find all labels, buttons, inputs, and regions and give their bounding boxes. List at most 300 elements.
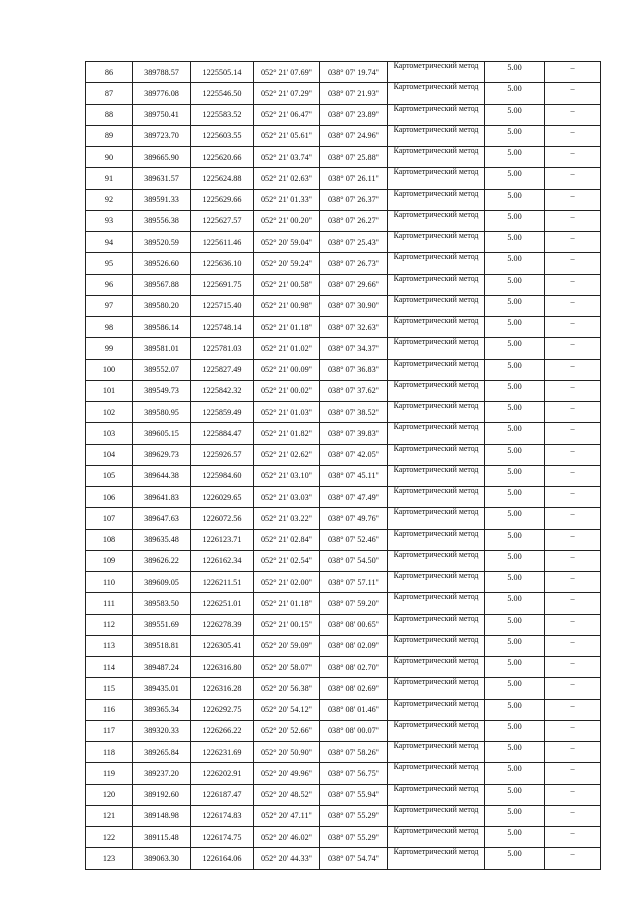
x-coordinate-cell: 389365.34 (133, 699, 191, 720)
table-row (86, 742, 601, 763)
accuracy-cell: 5.00 (485, 614, 545, 635)
x-coordinate-cell: 389580.20 (133, 295, 191, 316)
method-cell: Картометрический метод (388, 295, 485, 316)
point-number-cell: 96 (86, 274, 133, 295)
method-cell: Картометрический метод (388, 62, 485, 83)
x-coordinate-cell: 389788.57 (133, 62, 191, 83)
y-coordinate-cell: 1226162.34 (191, 550, 254, 571)
point-number-cell: 104 (86, 444, 133, 465)
method-cell: Картометрический метод (388, 657, 485, 678)
point-number-cell: 100 (86, 359, 133, 380)
note-cell: – (545, 699, 601, 720)
x-coordinate-cell: 389549.73 (133, 380, 191, 401)
table-row (86, 359, 601, 380)
method-cell: Картометрический метод (388, 189, 485, 210)
note-cell: – (545, 380, 601, 401)
latitude-cell: 052° 20' 58.07" (254, 657, 320, 678)
x-coordinate-cell: 389626.22 (133, 550, 191, 571)
accuracy-cell: 5.00 (485, 635, 545, 656)
point-number-cell: 112 (86, 614, 133, 635)
method-cell: Картометрический метод (388, 210, 485, 231)
latitude-cell: 052° 20' 59.04" (254, 232, 320, 253)
method-cell: Картометрический метод (388, 125, 485, 146)
y-coordinate-cell: 1225842.32 (191, 380, 254, 401)
method-cell: Картометрический метод (388, 380, 485, 401)
x-coordinate-cell: 389665.90 (133, 147, 191, 168)
method-cell: Картометрический метод (388, 593, 485, 614)
note-cell: – (545, 593, 601, 614)
accuracy-cell: 5.00 (485, 678, 545, 699)
note-cell: – (545, 678, 601, 699)
y-coordinate-cell: 1225620.66 (191, 147, 254, 168)
accuracy-cell: 5.00 (485, 380, 545, 401)
point-number-cell: 108 (86, 529, 133, 550)
point-number-cell: 121 (86, 805, 133, 826)
table-row (86, 827, 601, 848)
longitude-cell: 038° 07' 54.74" (320, 848, 388, 869)
accuracy-cell: 5.00 (485, 550, 545, 571)
method-cell: Картометрический метод (388, 827, 485, 848)
x-coordinate-cell: 389063.30 (133, 848, 191, 869)
point-number-cell: 101 (86, 380, 133, 401)
accuracy-cell: 5.00 (485, 508, 545, 529)
note-cell: – (545, 784, 601, 805)
point-number-cell: 91 (86, 168, 133, 189)
accuracy-cell: 5.00 (485, 125, 545, 146)
note-cell: – (545, 529, 601, 550)
note-cell: – (545, 83, 601, 104)
point-number-cell: 105 (86, 465, 133, 486)
accuracy-cell: 5.00 (485, 487, 545, 508)
table-row (86, 274, 601, 295)
latitude-cell: 052° 20' 47.11" (254, 805, 320, 826)
note-cell: – (545, 274, 601, 295)
note-cell: – (545, 125, 601, 146)
longitude-cell: 038° 08' 02.69" (320, 678, 388, 699)
y-coordinate-cell: 1225505.14 (191, 62, 254, 83)
point-number-cell: 102 (86, 402, 133, 423)
x-coordinate-cell: 389551.69 (133, 614, 191, 635)
table-row (86, 232, 601, 253)
method-cell: Картометрический метод (388, 147, 485, 168)
table-row (86, 848, 601, 869)
accuracy-cell: 5.00 (485, 784, 545, 805)
longitude-cell: 038° 08' 02.09" (320, 635, 388, 656)
longitude-cell: 038° 07' 19.74" (320, 62, 388, 83)
method-cell: Картометрический метод (388, 572, 485, 593)
point-number-cell: 86 (86, 62, 133, 83)
table-row (86, 635, 601, 656)
latitude-cell: 052° 21' 07.29" (254, 83, 320, 104)
x-coordinate-cell: 389487.24 (133, 657, 191, 678)
y-coordinate-cell: 1226174.75 (191, 827, 254, 848)
y-coordinate-cell: 1226316.28 (191, 678, 254, 699)
point-number-cell: 98 (86, 317, 133, 338)
method-cell: Картометрический метод (388, 699, 485, 720)
accuracy-cell: 5.00 (485, 62, 545, 83)
latitude-cell: 052° 21' 03.03" (254, 487, 320, 508)
y-coordinate-cell: 1225636.10 (191, 253, 254, 274)
x-coordinate-cell: 389591.33 (133, 189, 191, 210)
accuracy-cell: 5.00 (485, 359, 545, 380)
coordinates-table (85, 61, 601, 870)
x-coordinate-cell: 389641.83 (133, 487, 191, 508)
y-coordinate-cell: 1226266.22 (191, 720, 254, 741)
longitude-cell: 038° 07' 21.93" (320, 83, 388, 104)
y-coordinate-cell: 1226187.47 (191, 784, 254, 805)
table-row (86, 784, 601, 805)
latitude-cell: 052° 21' 05.61" (254, 125, 320, 146)
x-coordinate-cell: 389520.59 (133, 232, 191, 253)
latitude-cell: 052° 21' 07.69" (254, 62, 320, 83)
latitude-cell: 052° 21' 02.84" (254, 529, 320, 550)
note-cell: – (545, 189, 601, 210)
latitude-cell: 052° 20' 54.12" (254, 699, 320, 720)
point-number-cell: 110 (86, 572, 133, 593)
table-row (86, 62, 601, 83)
x-coordinate-cell: 389192.60 (133, 784, 191, 805)
x-coordinate-cell: 389605.15 (133, 423, 191, 444)
accuracy-cell: 5.00 (485, 593, 545, 614)
accuracy-cell: 5.00 (485, 742, 545, 763)
longitude-cell: 038° 07' 26.73" (320, 253, 388, 274)
longitude-cell: 038° 07' 55.29" (320, 827, 388, 848)
latitude-cell: 052° 21' 00.98" (254, 295, 320, 316)
note-cell: – (545, 423, 601, 444)
latitude-cell: 052° 21' 01.18" (254, 317, 320, 338)
y-coordinate-cell: 1225624.88 (191, 168, 254, 189)
x-coordinate-cell: 389556.38 (133, 210, 191, 231)
accuracy-cell: 5.00 (485, 529, 545, 550)
table-row (86, 317, 601, 338)
table-row (86, 805, 601, 826)
y-coordinate-cell: 1225926.57 (191, 444, 254, 465)
point-number-cell: 116 (86, 699, 133, 720)
method-cell: Картометрический метод (388, 487, 485, 508)
method-cell: Картометрический метод (388, 423, 485, 444)
x-coordinate-cell: 389237.20 (133, 763, 191, 784)
method-cell: Картометрический метод (388, 805, 485, 826)
accuracy-cell: 5.00 (485, 657, 545, 678)
method-cell: Картометрический метод (388, 338, 485, 359)
longitude-cell: 038° 07' 26.37" (320, 189, 388, 210)
point-number-cell: 120 (86, 784, 133, 805)
accuracy-cell: 5.00 (485, 572, 545, 593)
x-coordinate-cell: 389776.08 (133, 83, 191, 104)
latitude-cell: 052° 20' 59.24" (254, 253, 320, 274)
table-row (86, 614, 601, 635)
note-cell: – (545, 614, 601, 635)
point-number-cell: 106 (86, 487, 133, 508)
table-row (86, 380, 601, 401)
table-row (86, 657, 601, 678)
y-coordinate-cell: 1226278.39 (191, 614, 254, 635)
accuracy-cell: 5.00 (485, 465, 545, 486)
accuracy-cell: 5.00 (485, 848, 545, 869)
method-cell: Картометрический метод (388, 508, 485, 529)
note-cell: – (545, 763, 601, 784)
longitude-cell: 038° 07' 26.11" (320, 168, 388, 189)
y-coordinate-cell: 1226292.75 (191, 699, 254, 720)
latitude-cell: 052° 21' 06.47" (254, 104, 320, 125)
x-coordinate-cell: 389320.33 (133, 720, 191, 741)
method-cell: Картометрический метод (388, 444, 485, 465)
latitude-cell: 052° 21' 00.58" (254, 274, 320, 295)
accuracy-cell: 5.00 (485, 168, 545, 189)
longitude-cell: 038° 07' 32.63" (320, 317, 388, 338)
latitude-cell: 052° 21' 01.18" (254, 593, 320, 614)
accuracy-cell: 5.00 (485, 763, 545, 784)
table-row (86, 168, 601, 189)
longitude-cell: 038° 08' 00.07" (320, 720, 388, 741)
longitude-cell: 038° 07' 29.66" (320, 274, 388, 295)
point-number-cell: 90 (86, 147, 133, 168)
table-row (86, 593, 601, 614)
note-cell: – (545, 657, 601, 678)
x-coordinate-cell: 389581.01 (133, 338, 191, 359)
x-coordinate-cell: 389631.57 (133, 168, 191, 189)
longitude-cell: 038° 07' 57.11" (320, 572, 388, 593)
y-coordinate-cell: 1225748.14 (191, 317, 254, 338)
table-row (86, 125, 601, 146)
method-cell: Картометрический метод (388, 763, 485, 784)
x-coordinate-cell: 389580.95 (133, 402, 191, 423)
x-coordinate-cell: 389750.41 (133, 104, 191, 125)
method-cell: Картометрический метод (388, 742, 485, 763)
method-cell: Картометрический метод (388, 359, 485, 380)
longitude-cell: 038° 07' 23.89" (320, 104, 388, 125)
accuracy-cell: 5.00 (485, 274, 545, 295)
latitude-cell: 052° 21' 01.33" (254, 189, 320, 210)
note-cell: – (545, 317, 601, 338)
y-coordinate-cell: 1226164.06 (191, 848, 254, 869)
table-row (86, 189, 601, 210)
x-coordinate-cell: 389265.84 (133, 742, 191, 763)
x-coordinate-cell: 389644.38 (133, 465, 191, 486)
longitude-cell: 038° 07' 39.83" (320, 423, 388, 444)
accuracy-cell: 5.00 (485, 423, 545, 444)
x-coordinate-cell: 389552.07 (133, 359, 191, 380)
point-number-cell: 111 (86, 593, 133, 614)
accuracy-cell: 5.00 (485, 232, 545, 253)
method-cell: Картометрический метод (388, 232, 485, 253)
latitude-cell: 052° 20' 44.33" (254, 848, 320, 869)
y-coordinate-cell: 1225611.46 (191, 232, 254, 253)
point-number-cell: 118 (86, 742, 133, 763)
note-cell: – (545, 359, 601, 380)
point-number-cell: 97 (86, 295, 133, 316)
method-cell: Картометрический метод (388, 678, 485, 699)
x-coordinate-cell: 389586.14 (133, 317, 191, 338)
note-cell: – (545, 232, 601, 253)
longitude-cell: 038° 07' 42.05" (320, 444, 388, 465)
accuracy-cell: 5.00 (485, 699, 545, 720)
point-number-cell: 93 (86, 210, 133, 231)
latitude-cell: 052° 21' 02.63" (254, 168, 320, 189)
x-coordinate-cell: 389526.60 (133, 253, 191, 274)
note-cell: – (545, 827, 601, 848)
y-coordinate-cell: 1225859.49 (191, 402, 254, 423)
y-coordinate-cell: 1226211.51 (191, 572, 254, 593)
x-coordinate-cell: 389629.73 (133, 444, 191, 465)
table-row (86, 508, 601, 529)
longitude-cell: 038° 07' 24.96" (320, 125, 388, 146)
latitude-cell: 052° 21' 01.82" (254, 423, 320, 444)
x-coordinate-cell: 389115.48 (133, 827, 191, 848)
note-cell: – (545, 848, 601, 869)
note-cell: – (545, 572, 601, 593)
point-number-cell: 87 (86, 83, 133, 104)
accuracy-cell: 5.00 (485, 444, 545, 465)
y-coordinate-cell: 1226305.41 (191, 635, 254, 656)
x-coordinate-cell: 389647.63 (133, 508, 191, 529)
point-number-cell: 122 (86, 827, 133, 848)
latitude-cell: 052° 20' 56.38" (254, 678, 320, 699)
latitude-cell: 052° 20' 46.02" (254, 827, 320, 848)
table-row (86, 678, 601, 699)
longitude-cell: 038° 08' 00.65" (320, 614, 388, 635)
accuracy-cell: 5.00 (485, 295, 545, 316)
table-row (86, 465, 601, 486)
note-cell: – (545, 104, 601, 125)
x-coordinate-cell: 389583.50 (133, 593, 191, 614)
point-number-cell: 94 (86, 232, 133, 253)
y-coordinate-cell: 1225546.50 (191, 83, 254, 104)
latitude-cell: 052° 21' 01.02" (254, 338, 320, 359)
method-cell: Картометрический метод (388, 465, 485, 486)
y-coordinate-cell: 1226174.83 (191, 805, 254, 826)
longitude-cell: 038° 07' 58.26" (320, 742, 388, 763)
y-coordinate-cell: 1225827.49 (191, 359, 254, 380)
point-number-cell: 99 (86, 338, 133, 359)
latitude-cell: 052° 20' 52.66" (254, 720, 320, 741)
accuracy-cell: 5.00 (485, 253, 545, 274)
method-cell: Картометрический метод (388, 550, 485, 571)
table-row (86, 338, 601, 359)
longitude-cell: 038° 07' 49.76" (320, 508, 388, 529)
x-coordinate-cell: 389148.98 (133, 805, 191, 826)
longitude-cell: 038° 08' 01.46" (320, 699, 388, 720)
method-cell: Картометрический метод (388, 614, 485, 635)
latitude-cell: 052° 20' 59.09" (254, 635, 320, 656)
point-number-cell: 119 (86, 763, 133, 784)
longitude-cell: 038° 07' 25.88" (320, 147, 388, 168)
y-coordinate-cell: 1225715.40 (191, 295, 254, 316)
note-cell: – (545, 444, 601, 465)
latitude-cell: 052° 20' 49.96" (254, 763, 320, 784)
method-cell: Картометрический метод (388, 635, 485, 656)
longitude-cell: 038° 08' 02.70" (320, 657, 388, 678)
y-coordinate-cell: 1226029.65 (191, 487, 254, 508)
longitude-cell: 038° 07' 56.75" (320, 763, 388, 784)
accuracy-cell: 5.00 (485, 83, 545, 104)
note-cell: – (545, 720, 601, 741)
longitude-cell: 038° 07' 38.52" (320, 402, 388, 423)
longitude-cell: 038° 07' 52.46" (320, 529, 388, 550)
note-cell: – (545, 465, 601, 486)
note-cell: – (545, 402, 601, 423)
longitude-cell: 038° 07' 37.62" (320, 380, 388, 401)
y-coordinate-cell: 1225583.52 (191, 104, 254, 125)
table-body (86, 62, 601, 870)
longitude-cell: 038° 07' 26.27" (320, 210, 388, 231)
point-number-cell: 123 (86, 848, 133, 869)
method-cell: Картометрический метод (388, 274, 485, 295)
method-cell: Картометрический метод (388, 402, 485, 423)
note-cell: – (545, 487, 601, 508)
method-cell: Картометрический метод (388, 83, 485, 104)
y-coordinate-cell: 1225603.55 (191, 125, 254, 146)
latitude-cell: 052° 21' 00.09" (254, 359, 320, 380)
table-row (86, 295, 601, 316)
y-coordinate-cell: 1226231.69 (191, 742, 254, 763)
note-cell: – (545, 805, 601, 826)
method-cell: Картометрический метод (388, 317, 485, 338)
latitude-cell: 052° 21' 00.02" (254, 380, 320, 401)
method-cell: Картометрический метод (388, 104, 485, 125)
longitude-cell: 038° 07' 36.83" (320, 359, 388, 380)
point-number-cell: 114 (86, 657, 133, 678)
table-row (86, 699, 601, 720)
point-number-cell: 92 (86, 189, 133, 210)
accuracy-cell: 5.00 (485, 720, 545, 741)
method-cell: Картометрический метод (388, 848, 485, 869)
table-row (86, 423, 601, 444)
table-row (86, 147, 601, 168)
accuracy-cell: 5.00 (485, 104, 545, 125)
note-cell: – (545, 147, 601, 168)
y-coordinate-cell: 1226316.80 (191, 657, 254, 678)
longitude-cell: 038° 07' 45.11" (320, 465, 388, 486)
y-coordinate-cell: 1225884.47 (191, 423, 254, 444)
y-coordinate-cell: 1226251.01 (191, 593, 254, 614)
table-row (86, 210, 601, 231)
note-cell: – (545, 635, 601, 656)
y-coordinate-cell: 1226123.71 (191, 529, 254, 550)
x-coordinate-cell: 389723.70 (133, 125, 191, 146)
x-coordinate-cell: 389435.01 (133, 678, 191, 699)
point-number-cell: 107 (86, 508, 133, 529)
point-number-cell: 113 (86, 635, 133, 656)
point-number-cell: 109 (86, 550, 133, 571)
table-row (86, 550, 601, 571)
longitude-cell: 038° 07' 47.49" (320, 487, 388, 508)
point-number-cell: 95 (86, 253, 133, 274)
latitude-cell: 052° 21' 01.03" (254, 402, 320, 423)
longitude-cell: 038° 07' 55.29" (320, 805, 388, 826)
y-coordinate-cell: 1225627.57 (191, 210, 254, 231)
table-row (86, 720, 601, 741)
accuracy-cell: 5.00 (485, 189, 545, 210)
latitude-cell: 052° 21' 03.10" (254, 465, 320, 486)
point-number-cell: 115 (86, 678, 133, 699)
longitude-cell: 038° 07' 59.20" (320, 593, 388, 614)
table-row (86, 529, 601, 550)
method-cell: Картометрический метод (388, 253, 485, 274)
accuracy-cell: 5.00 (485, 147, 545, 168)
latitude-cell: 052° 21' 00.15" (254, 614, 320, 635)
longitude-cell: 038° 07' 25.43" (320, 232, 388, 253)
table-row (86, 572, 601, 593)
note-cell: – (545, 253, 601, 274)
table-row (86, 763, 601, 784)
note-cell: – (545, 168, 601, 189)
y-coordinate-cell: 1226202.91 (191, 763, 254, 784)
table-row (86, 253, 601, 274)
y-coordinate-cell: 1225691.75 (191, 274, 254, 295)
longitude-cell: 038° 07' 55.94" (320, 784, 388, 805)
latitude-cell: 052° 20' 48.52" (254, 784, 320, 805)
